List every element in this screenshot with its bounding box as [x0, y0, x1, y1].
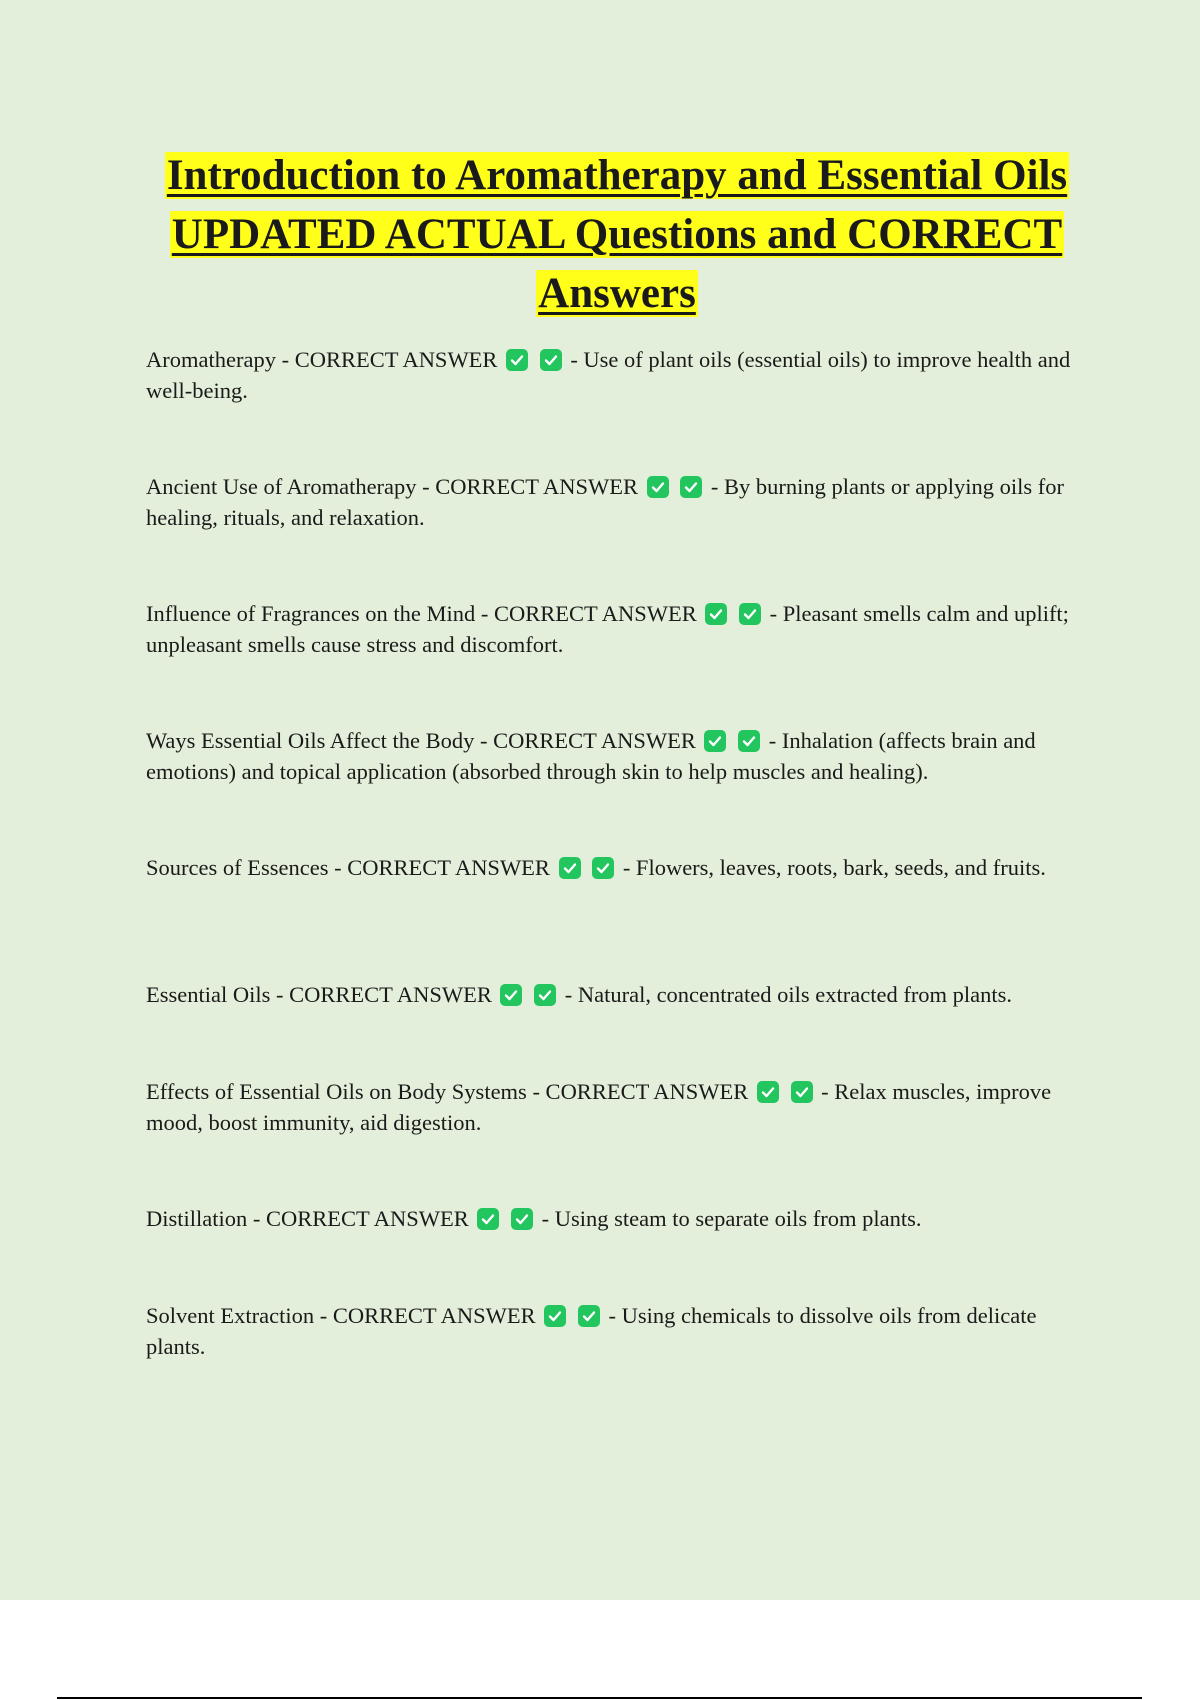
check-mark-button-icon — [506, 349, 528, 371]
check-mark-button-icon — [578, 1305, 600, 1327]
check-mark-button-icon — [592, 857, 614, 879]
qa-answer-marker: - CORRECT ANSWER — [422, 474, 639, 499]
qa-item-ways-affect-body — [146, 725, 1096, 787]
qa-answer-marker: - CORRECT ANSWER — [334, 855, 550, 880]
qa-item-ancient-use — [146, 471, 1096, 533]
check-mark-button-icon — [647, 476, 669, 498]
document-title-text: Introduction to Aromatherapy and Essential Oils UPDATED ACTUAL Questions and CORRECT Answers — [166, 152, 1068, 317]
check-mark-button-icon — [500, 984, 522, 1006]
qa-answer-marker: - CORRECT ANSWER — [480, 601, 697, 626]
qa-item-solvent-extraction — [146, 1300, 1096, 1362]
check-mark-button-icon — [511, 1208, 533, 1230]
qa-item-effects-body-systems — [146, 1076, 1096, 1138]
check-mark-button-icon — [757, 1081, 779, 1103]
qa-item-aromatherapy — [146, 344, 1096, 406]
qa-term: Effects of Essential Oils on Body Systems — [146, 1079, 527, 1104]
document-title — [120, 146, 1114, 323]
qa-answer-marker: - CORRECT ANSWER — [252, 1206, 469, 1231]
qa-answer-marker: - CORRECT ANSWER — [281, 347, 498, 372]
check-mark-button-icon — [738, 730, 760, 752]
qa-answer: - Inhalation (affects brain and emotions) and topical application (absorbed through skin to help muscles and healing). — [146, 728, 1036, 784]
check-mark-button-icon — [544, 1305, 566, 1327]
qa-term: Ancient Use of Aromatherapy — [146, 474, 417, 499]
bottom-divider — [57, 1697, 1142, 1699]
qa-answer: - Pleasant smells calm and uplift; unpleasant smells cause stress and discomfort. — [146, 601, 1069, 657]
qa-term: Solvent Extraction — [146, 1303, 315, 1328]
qa-answer: - Use of plant oils (essential oils) to improve health and well-being. — [146, 347, 1071, 403]
qa-term: Distillation — [146, 1206, 248, 1231]
qa-answer: - Using steam to separate oils from plants. — [541, 1206, 922, 1231]
qa-answer: - By burning plants or applying oils for healing, rituals, and relaxation. — [146, 474, 1064, 530]
qa-answer: - Flowers, leaves, roots, bark, seeds, and fruits. — [622, 855, 1046, 880]
check-mark-button-icon — [791, 1081, 813, 1103]
check-mark-button-icon — [477, 1208, 499, 1230]
check-mark-button-icon — [680, 476, 702, 498]
qa-term: Ways Essential Oils Affect the Body — [146, 728, 475, 753]
qa-term: Essential Oils — [146, 982, 271, 1007]
qa-item-sources-essences — [146, 852, 1096, 883]
qa-answer-marker: - CORRECT ANSWER — [532, 1079, 749, 1104]
qa-answer-marker: - CORRECT ANSWER — [276, 982, 492, 1007]
qa-answer: - Natural, concentrated oils extracted from plants. — [564, 982, 1013, 1007]
check-mark-button-icon — [559, 857, 581, 879]
check-mark-button-icon — [704, 730, 726, 752]
qa-term: Sources of Essences — [146, 855, 329, 880]
qa-answer-marker: - CORRECT ANSWER — [319, 1303, 536, 1328]
check-mark-button-icon — [534, 984, 556, 1006]
qa-item-essential-oils — [146, 979, 1096, 1010]
qa-term: Aromatherapy — [146, 347, 276, 372]
qa-answer: - Using chemicals to dissolve oils from delicate plants. — [146, 1303, 1037, 1359]
check-mark-button-icon — [540, 349, 562, 371]
qa-item-distillation — [146, 1203, 1096, 1234]
qa-answer: - Relax muscles, improve mood, boost immunity, aid digestion. — [146, 1079, 1052, 1135]
qa-term: Influence of Fragrances on the Mind — [146, 601, 476, 626]
check-mark-button-icon — [705, 603, 727, 625]
qa-answer-marker: - CORRECT ANSWER — [479, 728, 696, 753]
qa-item-fragrances-mind — [146, 598, 1096, 660]
check-mark-button-icon — [739, 603, 761, 625]
